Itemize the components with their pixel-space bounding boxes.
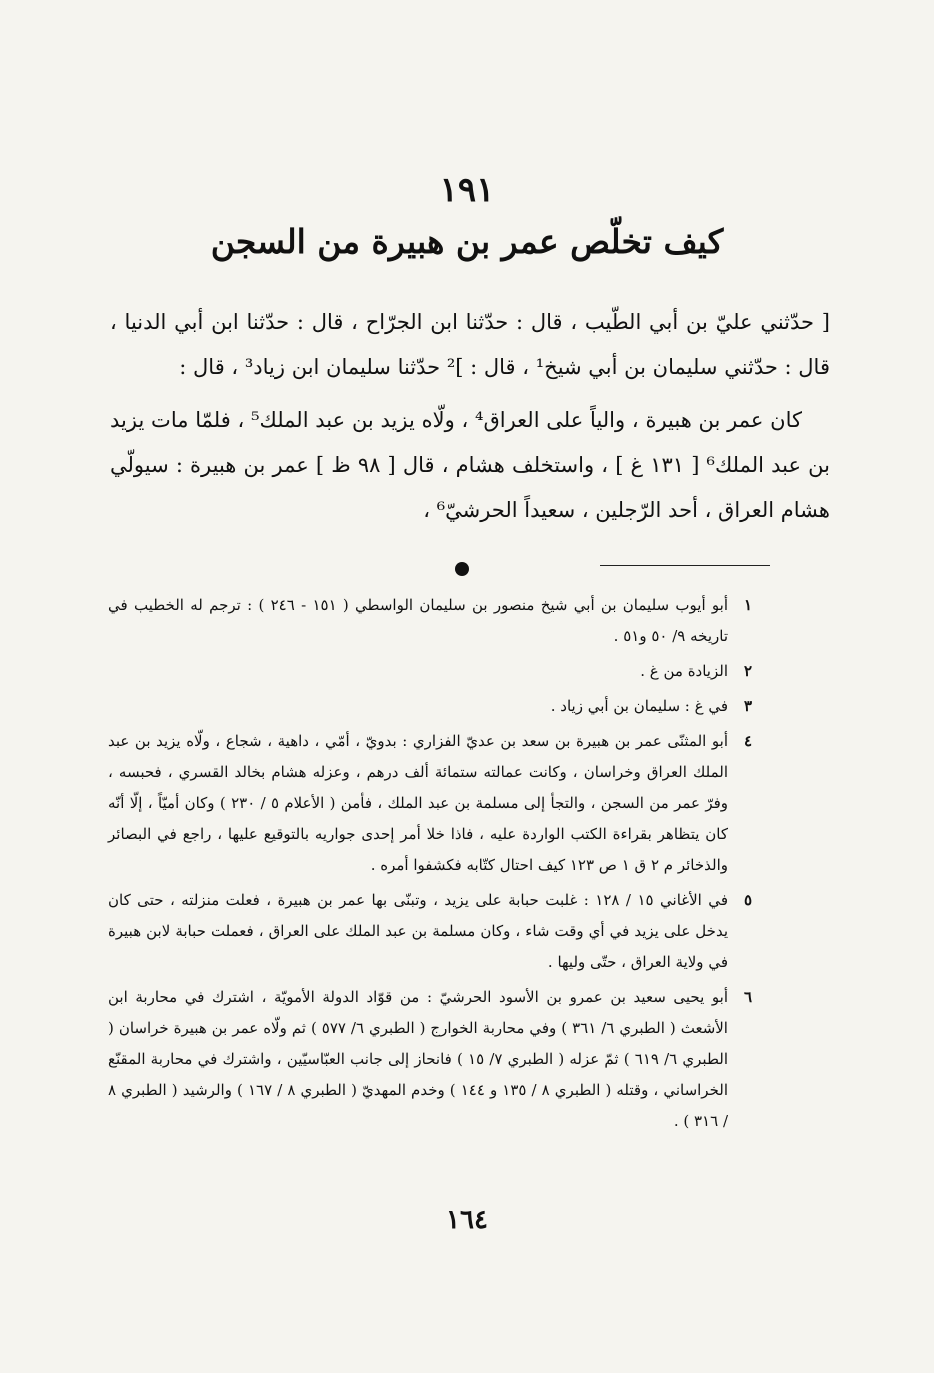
footnote-number: ٦ (743, 988, 753, 1006)
footnote-number: ٥ (743, 891, 753, 909)
footnote-text: في الأغاني ١٥ / ١٢٨ : غلبت حبابة على يزيد ، وتبنّى بها عمر بن هبيرة ، فعلت منزلته ، حتى كان يدخل على يزيد في أي وقت شاء ، وكان مسلمة بن عبد الملك على العراق ، فعملت حبابة لابن هبيرة في ولاية العراق ، حتّى وليها . (108, 891, 728, 971)
footnote-text: أبو المثنّى عمر بن هبيرة بن سعد بن عديّ الفزاري : بدويّ ، أمّي ، داهية ، شجاع ، ولّاه يزيد بن عبد الملك العراق وخراسان ، وكانت عمالته ستمائة ألف درهم ، وعزله هشام بخالد القسري ، فحبسه ، وفرّ عمر من السجن ، والتجأ إلى مسلمة بن عبد الملك ، فأمن ( الأعلام ٥ / ٢٣٠ ) وكان أميّاً ، إلّا أنّه كان يتظاهر بقراءة الكتب الواردة عليه ، فاذا خلا أمر إحدى جواريه بالتوقيع عليها ، راجع في البصائر والذخائر م ٢ ق ١ ص ١٢٣ كيف احتال كتّابه فكشفوا أمره . (108, 732, 729, 874)
footnote (108, 590, 768, 652)
footnote-number: ٣ (743, 697, 753, 715)
footnote-number: ٢ (743, 662, 753, 680)
footnote-text: الزيادة من غ . (640, 662, 728, 680)
footnote (108, 982, 768, 1137)
footnote (108, 885, 768, 978)
footnote-text: في غ : سليمان بن أبي زياد . (550, 697, 728, 715)
section-bullet (455, 562, 469, 576)
footnote-text: أبو يحيى سعيد بن عمرو بن الأسود الحرشيّ : من قوّاد الدولة الأمويّة ، اشترك في محاربة ابن الأشعث ( الطبري ٦/ ٣٦١ ) وفي محاربة الخوارج ( الطبري ٦/ ٥٧٧ ) ثم ولّاه عمر بن هبيرة خراسان ( الطبري ٦/ ٦١٩ ) ثمّ عزله ( الطبري ٧/ ١٥ ) فانحاز إلى جانب العبّاسيّين ، واشترك في محاربة المقنّع الخراساني ، وقتله ( الطبري ٨ / ١٣٥ و ١٤٤ ) وخدم المهديّ ( الطبري ٨ / ١٦٧ ) والرشيد ( الطبري ٨ / ٣١٦ ) . (108, 988, 729, 1130)
page-number: ١٦٤ (446, 1205, 488, 1235)
footnote-text: أبو أيوب سليمان بن أبي شيخ منصور بن سليمان الواسطي ( ١٥١ - ٢٤٦ ) : ترجم له الخطيب في تاريخه ٩/ ٥٠ و٥١ . (108, 596, 728, 645)
narrative-paragraph: كان عمر بن هبيرة ، والياً على العراق⁴ ، ولّاه يزيد بن عبد الملك⁵ ، فلمّا مات يزيد بن عبد الملك⁶ [ ١٣١ غ ] ، واستخلف هشام ، قال [ ٩٨ ظ ] عمر بن هبيرة : سيولّي هشام العراق ، أحد الرّجلين ، سعيداً الحرشيّ⁶ ، (110, 408, 830, 522)
footnotes (108, 590, 768, 1141)
story-number: ١٩١ (439, 170, 495, 210)
isnad-paragraph: [ حدّثني عليّ بن أبي الطّيب ، قال : حدّثنا ابن الجرّاح ، قال : حدّثنا ابن أبي الدنيا ، قال : حدّثني سليمان بن أبي شيخ¹ ، قال : ]² حدّثنا سليمان ابن زياد³ ، قال : (110, 310, 830, 379)
footnote (108, 656, 768, 687)
story-title: كيف تخلّص عمر بن هبيرة من السجن (210, 222, 724, 261)
footnote (108, 691, 768, 722)
footnote-separator (600, 565, 770, 566)
footnote (108, 726, 768, 881)
footnote-number: ٤ (743, 732, 753, 750)
footnote-number: ١ (743, 596, 753, 614)
main-text (110, 300, 830, 533)
